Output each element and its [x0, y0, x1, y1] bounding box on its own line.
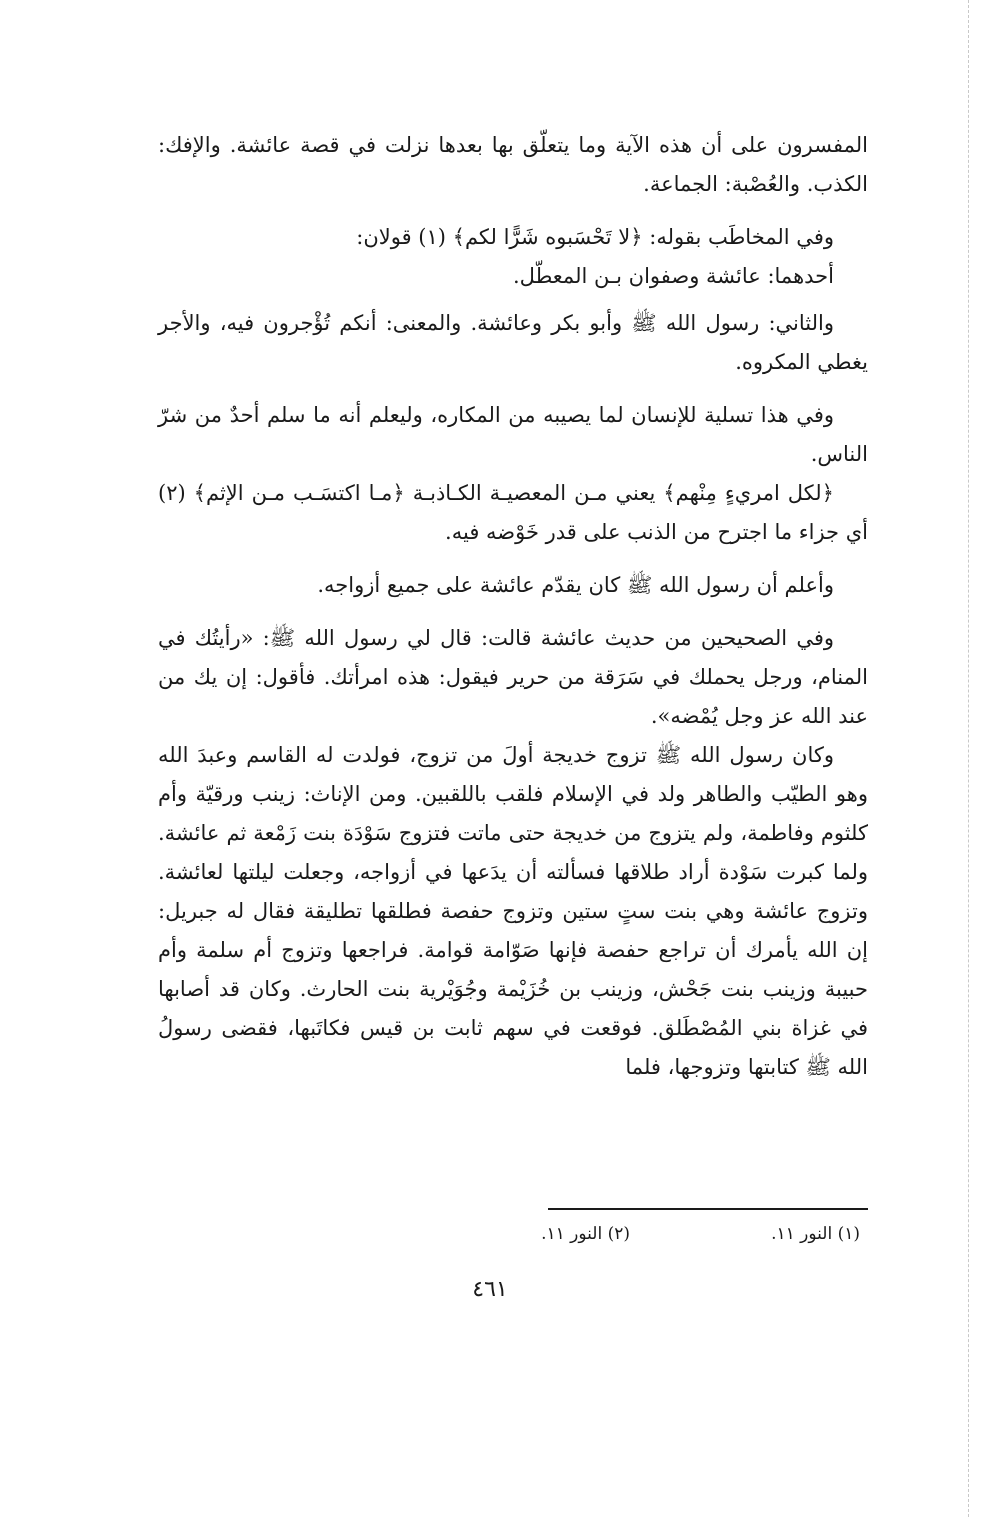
scan-edge-line [968, 0, 969, 1517]
paragraph-2: وفي المخاطَب بقوله: ﴿لا تَحْسَبوه شَرًّا لكم﴾ (١) قولان: [356, 225, 834, 249]
paragraph-5: وفي هذا تسلية للإنسان لما يصيبه من المكاره، وليعلم أنه ما سلم أحدٌ من شرّ الناس. [158, 403, 868, 466]
paragraph-3: أحدهما: عائشة وصفوان بـن المعطّل. [513, 264, 834, 288]
paragraph-8: وفي الصحيحين من حديث عائشة قالت: قال لي رسول الله ﷺ: «رأيتُك في المنام، ورجل يحملك في سَرَقة من حرير فيقول: هذه امرأتك. فأقول: إن يك من عند الله عز وجل يُمْضه». [158, 626, 868, 728]
paragraph-9: وكان رسول الله ﷺ تزوج خديجة أولَ من تزوج، فولدت له القاسم وعبدَ الله وهو الطيّب والطاهر ولد في الإسلام فلقب باللقبين. ومن الإناث: زينب ورقيّة وأم كلثوم وفاطمة، ولم يتزوج من خديجة حتى ماتت فتزوج سَوْدَة بنت زَمْعة ثم عائشة. ولما كبرت سَوْدة أراد طلاقها فسألته أن يدَعها في أزواجه، وجعلت ليلتها لعائشة. وتزوج عائشة وهي بنت ستٍ ستين وتزوج حفصة فطلقها تطليقة فقال له جبريل: إن الله يأمرك أن تراجع حفصة فإنها صَوّامة قوامة. فراجعها وتزوج أم سلمة وأم حبيبة وزينب بنت جَحْش، وزينب بن خُزَيْمة وجُوَيْرية بنت الحارث. وكان قد أصابها في غزاة بني المُصْطَلق. فوقعت في سهم ثابت بن قيس فكاتَبها، فقضى رسولُ الله ﷺ كتابتها وتزوجها، فلما [158, 743, 868, 1079]
paragraph-7: وأعلم أن رسول الله ﷺ كان يقدّم عائشة على جميع أزواجه. [317, 573, 834, 597]
paragraph-1: المفسرون على أن هذه الآية وما يتعلّق بها بعدها نزلت في قصة عائشة. والإفك: الكذب. والعُصْبة: الجماعة. [158, 133, 868, 196]
paragraph-6: ﴿لكل امريءٍ مِنْهم﴾ يعني مـن المعصيـة الكـاذبـة ﴿مـا اكتسَـب مـن الإثم﴾ (٢) أي جزاء ما اجترح من الذنب على قدر خَوْضه فيه. [158, 481, 868, 544]
footnote-1: (١) النور ١١. [771, 1224, 860, 1244]
footnote-separator [548, 1208, 868, 1210]
page-number: ٤٦١ [472, 1277, 508, 1302]
footnote-2: (٢) النور ١١. [541, 1224, 630, 1244]
paragraph-4: والثاني: رسول الله ﷺ وأبو بكر وعائشة. والمعنى: أنكم تُؤْجرون فيه، والأجر يغطي المكروه. [158, 311, 868, 374]
main-text [158, 126, 868, 1087]
